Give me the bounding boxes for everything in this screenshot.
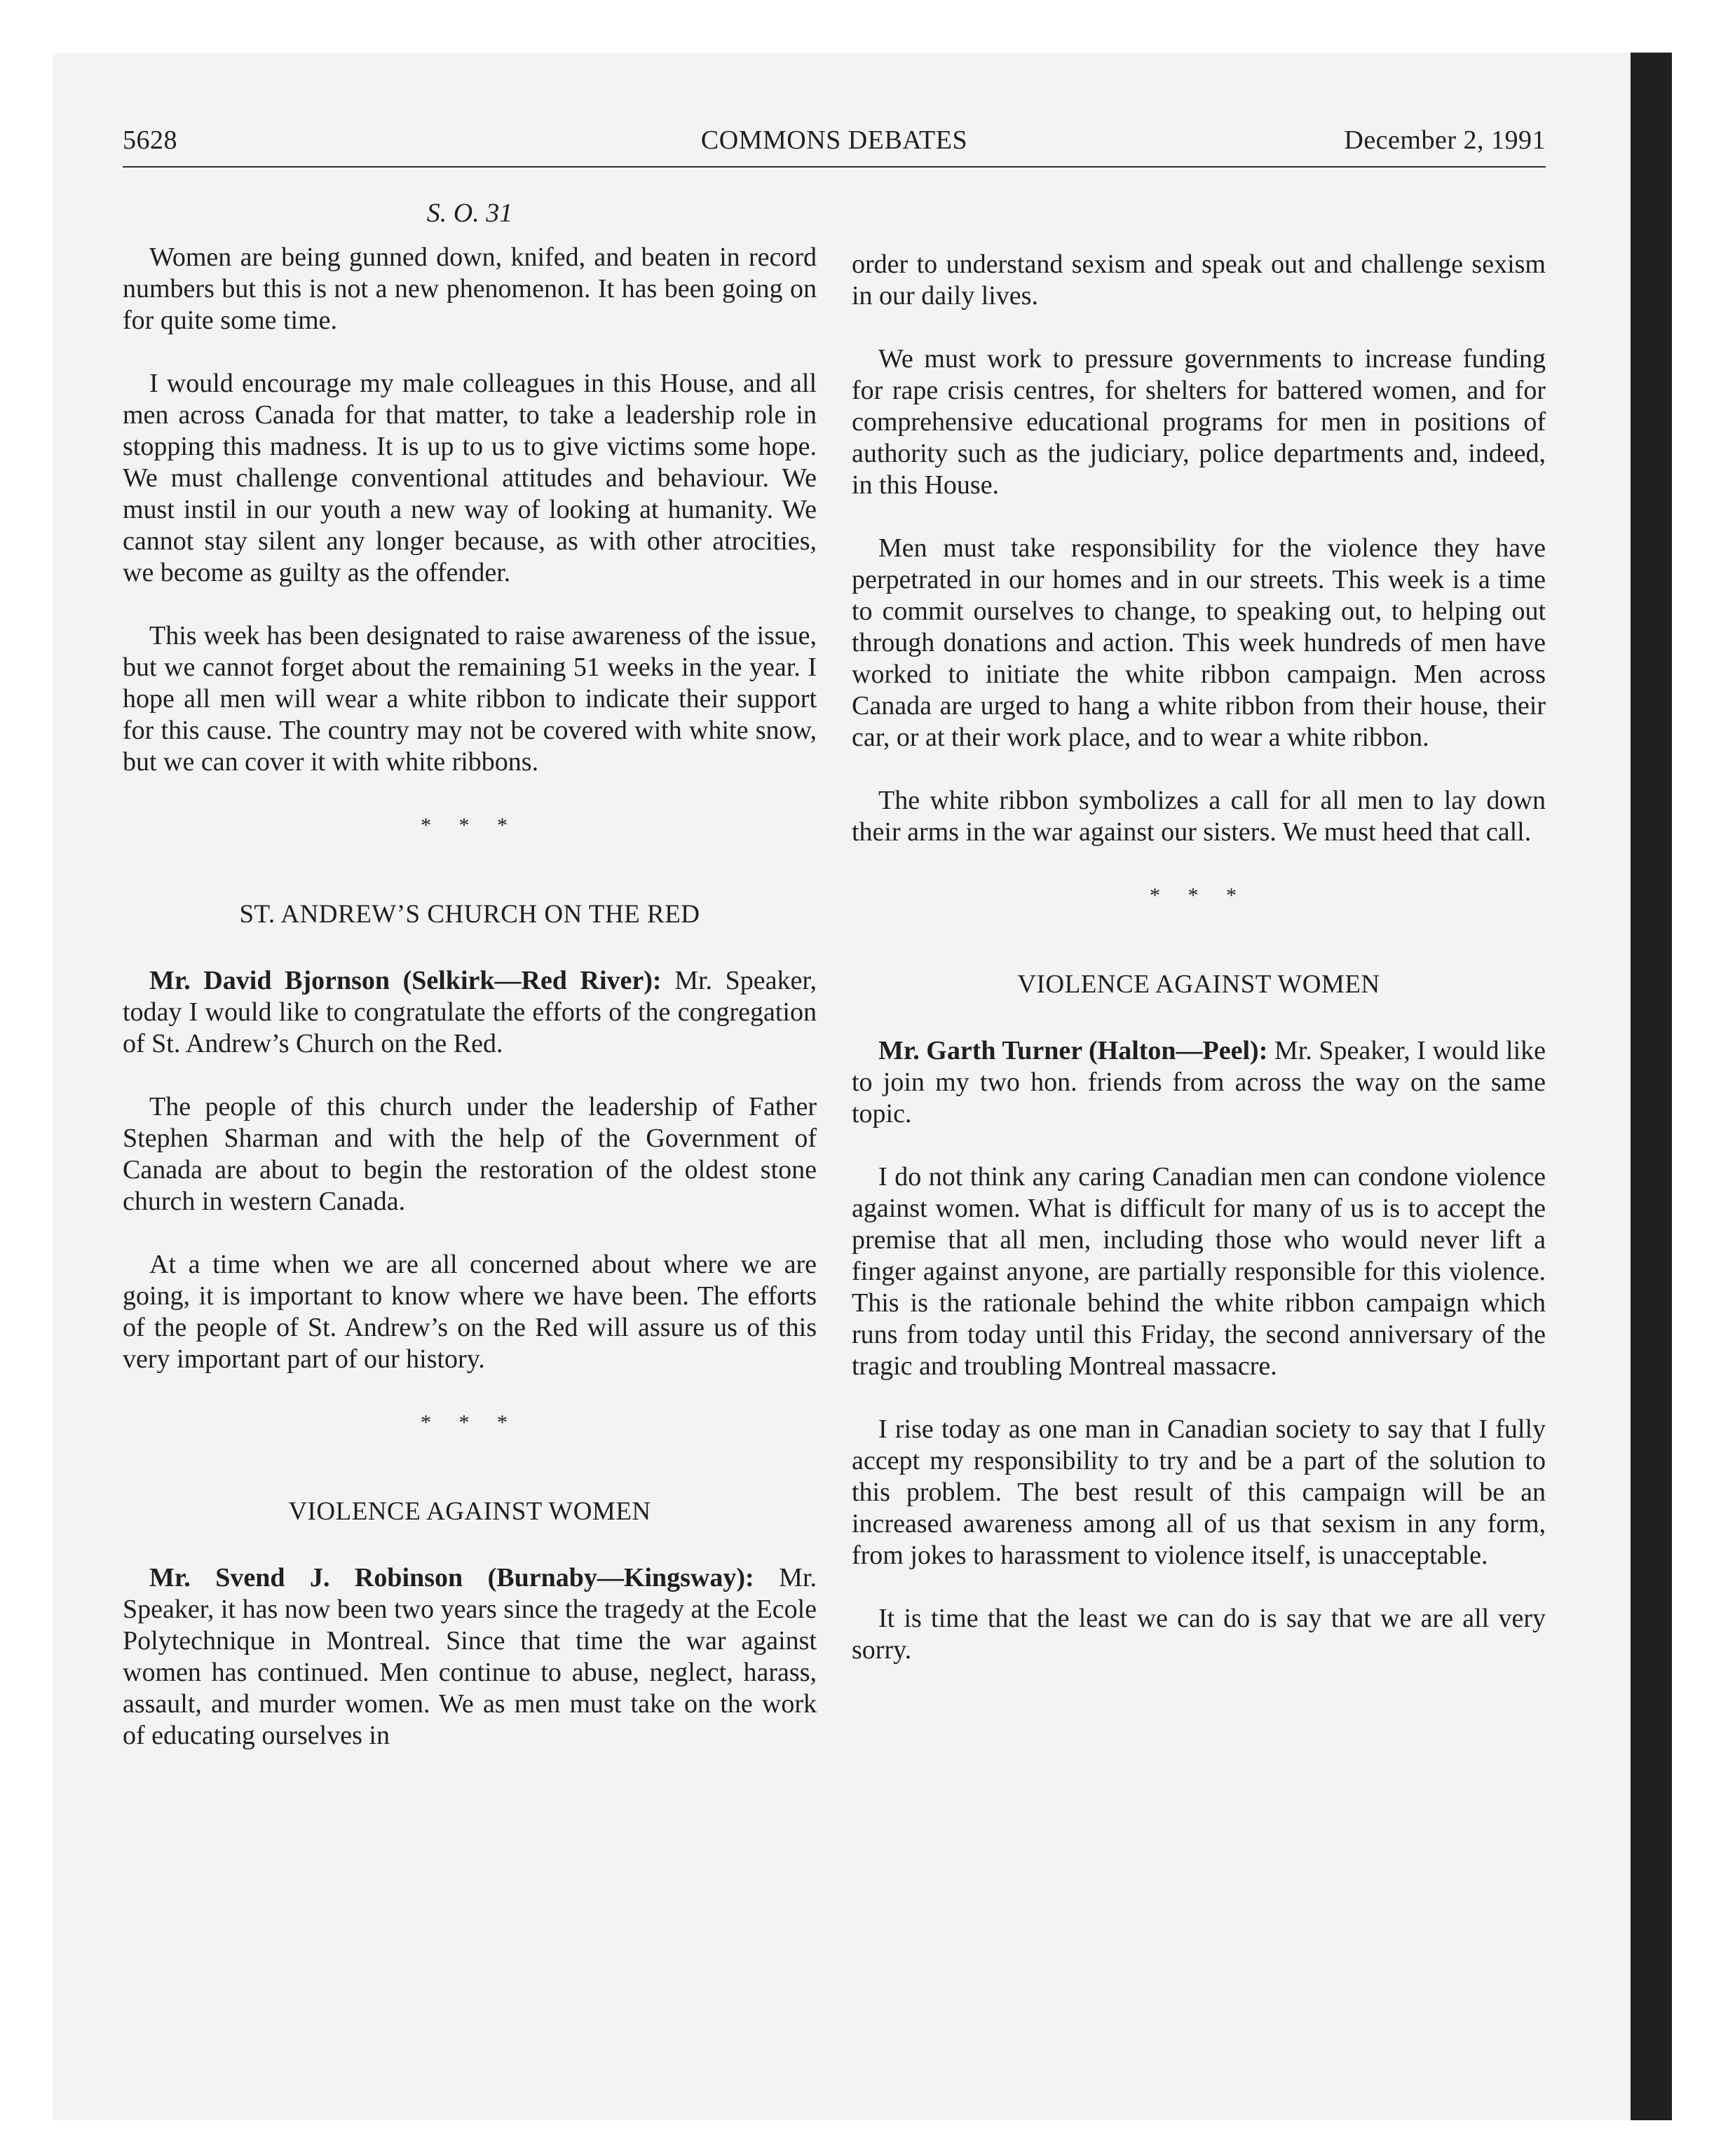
paragraph: Men must take responsibility for the violence they have perpetrated in our homes and in our streets. This week is a time to commit ourselves to change, to speaking out, to helping out through donations and action. This week hundreds of men have worked to initiate the white ribbon campaign. Men across Canada are urged to hang a white ribbon from their house, their car, or at their work place, and to wear a white ribbon. [852,533,1546,752]
standing-order-reference: S. O. 31 [426,198,513,228]
left-column [123,198,817,1783]
section-title: VIOLENCE AGAINST WOMEN [1017,970,1380,999]
right-column [852,249,1546,1698]
speech-opening [852,1035,1546,1130]
publication-date: December 2, 1991 [1344,125,1546,155]
speaker-name: Mr. Garth Turner (Halton—Peel): [878,1036,1268,1065]
paragraph: It is time that the least we can do is say that we are all very sorry. [852,1604,1546,1665]
speaker-name: Mr. David Bjornson (Selkirk—Red River): [149,966,662,995]
header-rule [123,166,1546,168]
publication-title: COMMONS DEBATES [700,125,968,155]
speech-text: Mr. Speaker, I would like to join my two hon. friends from across the way on the same topic. [852,1036,1546,1128]
scan-edge-strip [1631,53,1672,2120]
section-title: VIOLENCE AGAINST WOMEN [288,1497,651,1526]
running-header [123,125,1546,165]
paragraph: At a time when we are all concerned about where we are going, it is important to know where we have been. The efforts of the people of St. Andrew’s on the Red will assure us of this very important part of our history. [123,1250,817,1374]
speech-text: Mr. Speaker, it has now been two years since the tragedy at the Ecole Polytechnique in Montreal. Since that time the war against women has continued. Men continue to abuse, neglect, harass, assault, and murder women. We as men must take on the work of educating ourselves in [123,1563,817,1750]
paragraph: The white ribbon symbolizes a call for all men to lay down their arms in the war against our sisters. We must heed that call. [852,786,1546,847]
speaker-name: Mr. Svend J. Robinson (Burnaby—Kingsway): [149,1563,754,1592]
paragraph: I would encourage my male colleagues in this House, and all men across Canada for that matter, to take a leadership role in stopping this madness. It is up to us to give victims some hope. We must challenge conventional attitudes and behaviour. We must instil in our youth a new way of looking at humanity. We cannot stay silent any longer because, as with other atrocities, we become as guilty as the offender. [123,369,817,587]
section-separator: * * * [421,814,519,837]
paragraph: The people of this church under the leadership of Father Stephen Sharman and with the help of the Government of Canada are about to begin the restoration of the oldest stone church in western Canada. [123,1092,817,1216]
section-separator: * * * [421,1411,519,1434]
paragraph: order to understand sexism and speak out and challenge sexism in our daily lives. [852,250,1546,311]
speech-opening [123,1562,817,1752]
paragraph: We must work to pressure governments to increase funding for rape crisis centres, for shelters for battered women, and for comprehensive educational programs for men in positions of authority such as the judiciary, police departments and, indeed, in this House. [852,344,1546,500]
page-number: 5628 [123,125,177,155]
paragraph: I do not think any caring Canadian men can condone violence against women. What is difficult for many of us is to accept the premise that all men, including those who would never lift a finger against anyone, are partially responsible for this violence. This is the rationale behind the white ribbon campaign which runs from today until this Friday, the second anniversary of the tragic and troubling Montreal massacre. [852,1162,1546,1381]
paragraph: I rise today as one man in Canadian society to say that I fully accept my responsibility to try and be a part of the solution to this problem. The best result of this campaign will be an increased awareness among all of us that sexism in any form, from jokes to harassment to violence itself, is unacceptable. [852,1414,1546,1570]
speech-text: Mr. Speaker, today I would like to congratulate the efforts of the congregation of St. Andrew’s Church on the Red. [123,966,817,1058]
speech-opening [123,965,817,1060]
paragraph: Women are being gunned down, knifed, and beaten in record numbers but this is not a new phenomenon. It has been going on for quite some time. [123,243,817,335]
section-title: ST. ANDREW’S CHURCH ON THE RED [239,900,700,929]
section-separator: * * * [1150,884,1248,907]
paragraph: This week has been designated to raise awareness of the issue, but we cannot forget about the remaining 51 weeks in the year. I hope all men will wear a white ribbon to indicate their support for this cause. The country may not be covered with white snow, but we can cover it with white ribbons. [123,621,817,777]
